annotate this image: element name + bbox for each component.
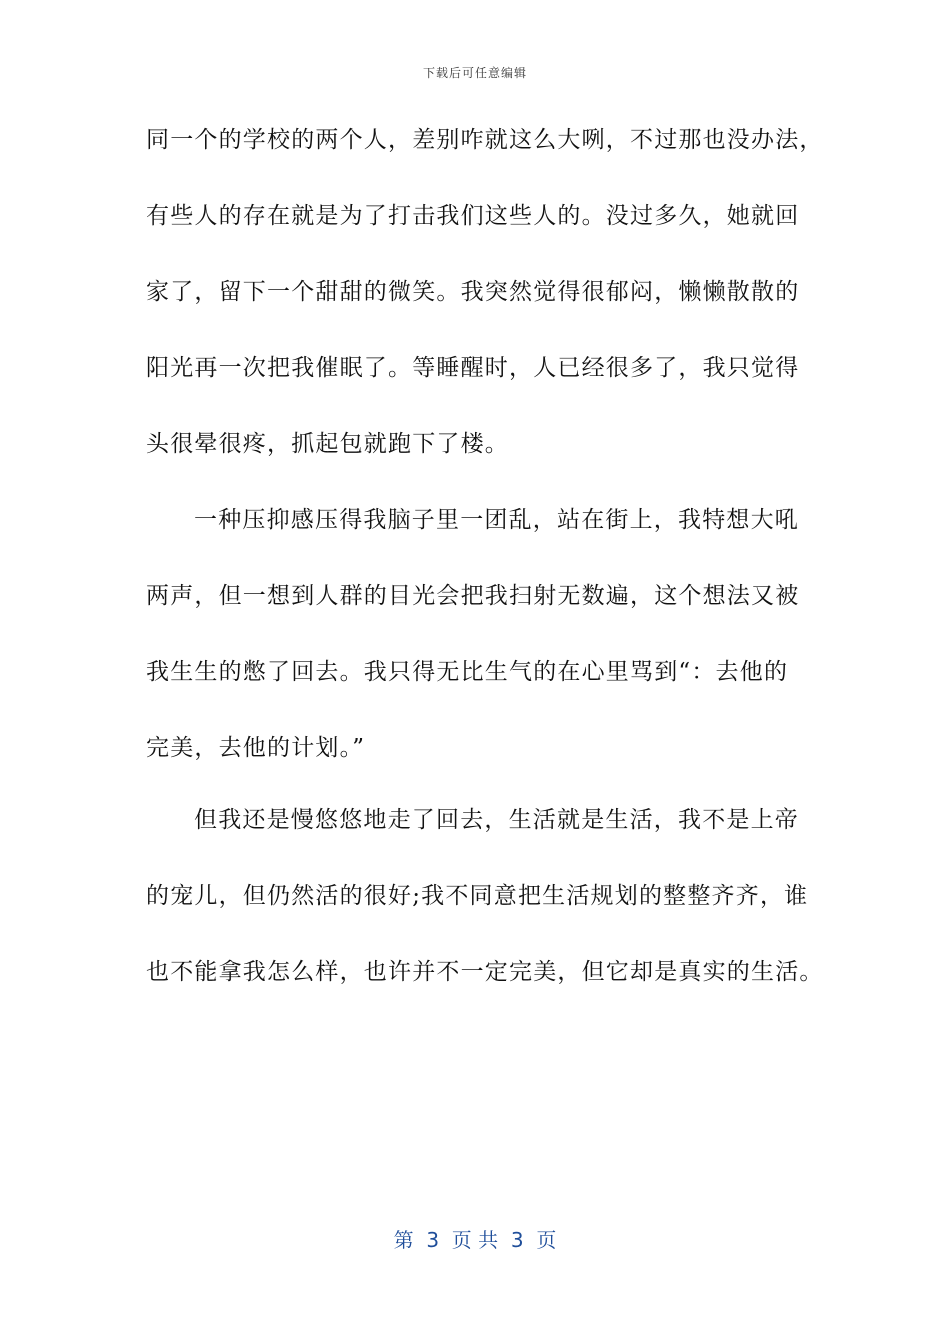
text-line: 两声，但一想到人群的目光会把我扫射无数遍，这个想法又被: [146, 583, 800, 609]
text-line: 我生生的憋了回去。我只得无比生气的在心里骂到“：去他的: [146, 659, 789, 685]
text-line: 也不能拿我怎么样，也许并不一定完美，但它却是真实的生活。: [146, 959, 824, 985]
text-line: 头很晕很疼，抓起包就跑下了楼。: [146, 431, 509, 457]
text-line: 阳光再一次把我催眠了。等睡醒时，人已经很多了，我只觉得: [146, 355, 800, 381]
text-line: 有些人的存在就是为了打击我们这些人的。没过多久，她就回: [146, 203, 800, 229]
text-line: 一种压抑感压得我脑子里一团乱，站在街上，我特想大吼: [194, 507, 799, 533]
text-line: 但我还是慢悠悠地走了回去，生活就是生活，我不是上帝: [194, 807, 799, 833]
page-header: 下载后可任意编辑: [422, 66, 527, 80]
text-line: 完美，去他的计划。”: [146, 735, 366, 761]
page-number-footer: 第 3 页 共 3 页: [393, 1228, 557, 1252]
text-line: 同一个的学校的两个人，差别咋就这么大咧，不过那也没办法，: [146, 127, 824, 153]
text-line: 的宠儿，但仍然活的很好;我不同意把生活规划的整整齐齐，谁: [146, 883, 809, 909]
text-line: 家了，留下一个甜甜的微笑。我突然觉得很郁闷，懒懒散散的: [146, 279, 800, 305]
